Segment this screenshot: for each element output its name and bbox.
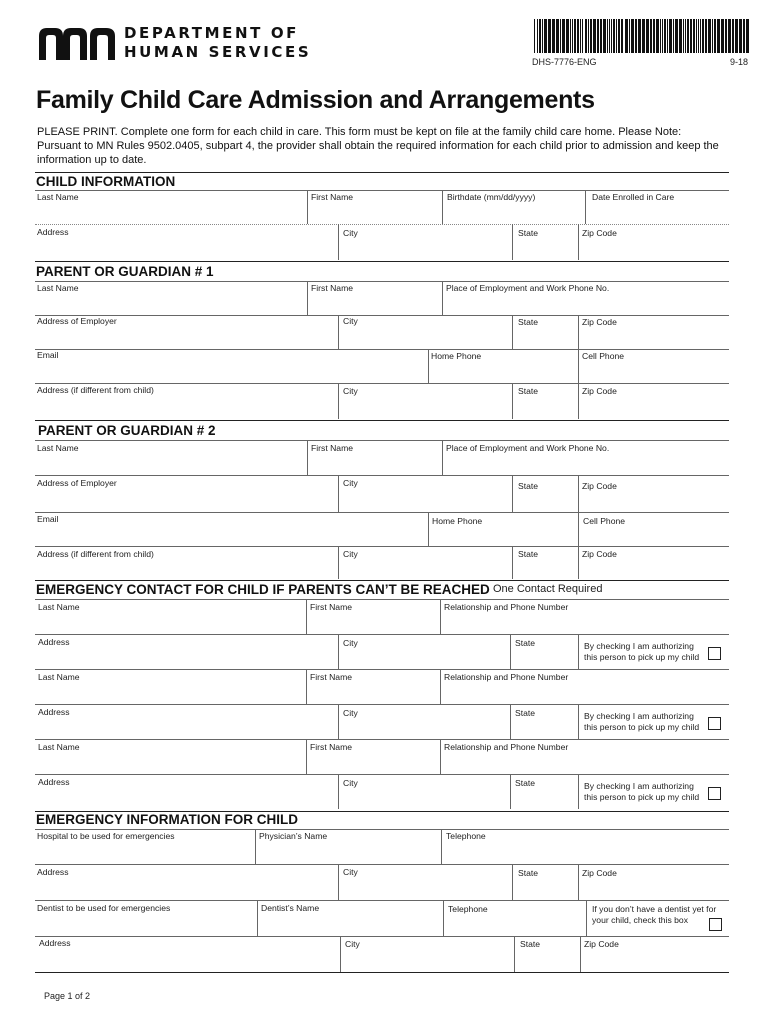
parent2-employer-address-field[interactable]: Address of Employer [37,478,117,488]
hospital-address-field[interactable]: Address [37,867,69,877]
child-first-name-field[interactable]: First Name [311,192,354,202]
divider [340,936,341,972]
contact-city-field[interactable]: City [343,778,358,788]
rule [35,281,729,282]
rule [35,440,729,441]
contact-first-name-field[interactable]: First Name [310,602,353,612]
divider [510,704,511,739]
rule [35,546,729,547]
parent2-zip-field[interactable]: Zip Code [582,481,617,491]
page-number: Page 1 of 2 [44,991,91,1001]
contact-address-field[interactable]: Address [38,637,70,647]
parent1-last-name-field[interactable]: Last Name [37,283,79,293]
parent2-address-diff-field[interactable]: Address (if different from child) [37,549,154,559]
divider [510,634,511,669]
contact-authorize-checkbox[interactable] [708,647,721,660]
dentist-zip-field[interactable]: Zip Code [584,939,619,949]
contact-last-name-field[interactable]: Last Name [38,742,80,752]
contact-state-field[interactable]: State [515,638,536,648]
rule [35,936,729,937]
parent1-cell-phone-field[interactable]: Cell Phone [582,351,625,361]
dentist-city-field[interactable]: City [345,939,360,949]
divider [442,281,443,315]
parent2-last-name-field[interactable]: Last Name [37,443,79,453]
divider [578,774,579,809]
divider [512,546,513,579]
department-line-1: DEPARTMENT OF [124,24,300,42]
parent2-first-name-field[interactable]: First Name [311,443,354,453]
hospital-telephone-field[interactable]: Telephone [446,831,486,841]
rule [35,599,729,600]
section-divider [35,172,729,173]
hospital-state-field[interactable]: State [518,868,539,878]
divider [578,634,579,669]
divider [442,440,443,475]
parent2-cell-phone-field[interactable]: Cell Phone [583,516,626,526]
rule [35,900,729,901]
divider [512,864,513,900]
dentist-field[interactable]: Dentist to be used for emergencies [37,903,171,913]
divider [442,190,443,224]
divider [338,315,339,349]
divider [440,669,441,704]
divider [585,190,586,224]
contact-city-field[interactable]: City [343,708,358,718]
parent1-city-field[interactable]: City [343,316,358,326]
form-date: 9-18 [730,57,749,67]
contact-authorize-note: By checking I am authorizing this person to pick up my child [584,641,700,662]
contact-state-field[interactable]: State [515,778,536,788]
divider [440,739,441,774]
divider [586,900,587,936]
divider [578,224,579,260]
contact-last-name-field[interactable]: Last Name [38,602,80,612]
divider [428,512,429,546]
contact-authorize-checkbox[interactable] [708,717,721,730]
one-contact-required: One Contact Required [493,583,603,595]
rule [35,224,729,225]
child-last-name-field[interactable]: Last Name [37,192,79,202]
parent1-state-field[interactable]: State [518,317,539,327]
contact-city-field[interactable]: City [343,638,358,648]
parent1-zip-field[interactable]: Zip Code [582,317,617,327]
rule [35,739,729,740]
page-title: Family Child Care Admission and Arrangements [36,86,595,114]
divider [512,315,513,349]
parent2-city2-field[interactable]: City [343,549,358,559]
divider [257,900,258,936]
divider [512,383,513,419]
parent1-city2-field[interactable]: City [343,386,358,396]
barcode-icon [533,19,749,53]
divider [514,936,515,972]
parent1-address-diff-field[interactable]: Address (if different from child) [37,385,154,395]
contact-relationship-field[interactable]: Relationship and Phone Number [444,672,569,682]
contact-relationship-field[interactable]: Relationship and Phone Number [444,602,569,612]
rule [35,829,729,830]
contact-first-name-field[interactable]: First Name [310,672,353,682]
contact-first-name-field[interactable]: First Name [310,742,353,752]
contact-authorize-checkbox[interactable] [708,787,721,800]
parent2-state-field[interactable]: State [518,481,539,491]
parent2-zip2-field[interactable]: Zip Code [582,549,617,559]
divider [578,546,579,579]
contact-address-field[interactable]: Address [38,777,70,787]
divider [306,739,307,774]
divider [578,475,579,512]
divider [578,512,579,546]
section-divider [35,261,729,262]
child-state-field[interactable]: State [518,228,539,238]
department-line-2: HUMAN SERVICES [124,43,312,61]
contact-authorize-note: By checking I am authorizing this person to pick up my child [584,781,700,802]
parent2-state2-field[interactable]: State [518,549,539,559]
emergency-info-heading: EMERGENCY INFORMATION FOR CHILD [36,812,298,827]
parent1-zip2-field[interactable]: Zip Code [582,386,617,396]
divider [512,224,513,260]
divider [307,440,308,475]
parent1-employment-field[interactable]: Place of Employment and Work Phone No. [446,283,610,293]
divider [443,900,444,936]
no-dentist-checkbox[interactable] [709,918,722,931]
divider [338,704,339,739]
divider [338,224,339,260]
dentist-address-field[interactable]: Address [39,938,71,948]
child-section-heading: CHILD INFORMATION [36,174,176,189]
rule [35,774,729,775]
rule [35,349,729,350]
rule [35,972,729,973]
contact-last-name-field[interactable]: Last Name [38,672,80,682]
divider [580,936,581,972]
child-birthdate-field[interactable]: Birthdate (mm/dd/yyyy) [447,192,536,202]
parent2-section-heading: PARENT OR GUARDIAN # 2 [38,423,216,438]
rule [35,634,729,635]
divider [306,669,307,704]
rule [35,383,729,384]
contact-relationship-field[interactable]: Relationship and Phone Number [444,742,569,752]
divider [578,383,579,419]
divider [255,829,256,864]
parent1-employer-address-field[interactable]: Address of Employer [37,316,117,326]
contact-authorize-note: By checking I am authorizing this person to pick up my child [584,711,700,732]
divider [306,599,307,634]
divider [307,281,308,315]
child-date-enrolled-field[interactable]: Date Enrolled in Care [592,192,675,202]
rule [35,315,729,316]
no-dentist-note: If you don’t have a dentist yet for your child, check this box [592,904,717,925]
parent2-employment-field[interactable]: Place of Employment and Work Phone No. [446,443,610,453]
parent1-first-name-field[interactable]: First Name [311,283,354,293]
hospital-city-field[interactable]: City [343,867,358,877]
divider [338,774,339,809]
section-divider [35,580,729,581]
divider [578,864,579,900]
parent1-home-phone-field[interactable]: Home Phone [431,351,482,361]
rule [35,669,729,670]
rule [35,864,729,865]
contact-state-field[interactable]: State [515,708,536,718]
divider [338,634,339,669]
divider [512,475,513,512]
dentist-name-field[interactable]: Dentist’s Name [261,903,320,913]
dentist-state-field[interactable]: State [520,939,541,949]
hospital-field[interactable]: Hospital to be used for emergencies [37,831,175,841]
divider [338,475,339,512]
divider [441,829,442,864]
divider [578,704,579,739]
department-name [124,24,311,62]
hospital-zip-field[interactable]: Zip Code [582,868,617,878]
rule [35,512,729,513]
child-zip-field[interactable]: Zip Code [582,228,617,238]
divider [338,864,339,900]
parent2-home-phone-field[interactable]: Home Phone [432,516,483,526]
divider [578,349,579,383]
parent2-email-field[interactable]: Email [37,514,59,524]
rule [35,704,729,705]
child-address-field[interactable]: Address [37,227,69,237]
parent1-email-field[interactable]: Email [37,350,59,360]
physician-field[interactable]: Physician’s Name [259,831,328,841]
dentist-telephone-field[interactable]: Telephone [448,904,488,914]
divider [338,546,339,579]
section-divider [35,420,729,421]
parent2-city-field[interactable]: City [343,478,358,488]
divider [510,774,511,809]
divider [307,190,308,224]
child-city-field[interactable]: City [343,228,358,238]
rule [35,475,729,476]
divider [440,599,441,634]
form-number: DHS-7776-ENG [532,57,597,67]
intro-text: PLEASE PRINT. Complete one form for each child in care. This form must be kept on file at the family child care home. Please Note: Pursuant to MN Rules 9502.0405, subpart 4, the provider shall obtain the required information for each child prior to admission and keep the information up to date. [37,126,719,166]
parent1-state2-field[interactable]: State [518,386,539,396]
parent1-section-heading: PARENT OR GUARDIAN # 1 [36,264,214,279]
contact-address-field[interactable]: Address [38,707,70,717]
mn-logo-icon [37,26,117,62]
divider [428,349,429,383]
divider [578,315,579,349]
emergency-contact-heading: EMERGENCY CONTACT FOR CHILD IF PARENTS CAN’T BE REACHED [36,582,490,597]
rule [35,190,729,191]
divider [338,383,339,419]
